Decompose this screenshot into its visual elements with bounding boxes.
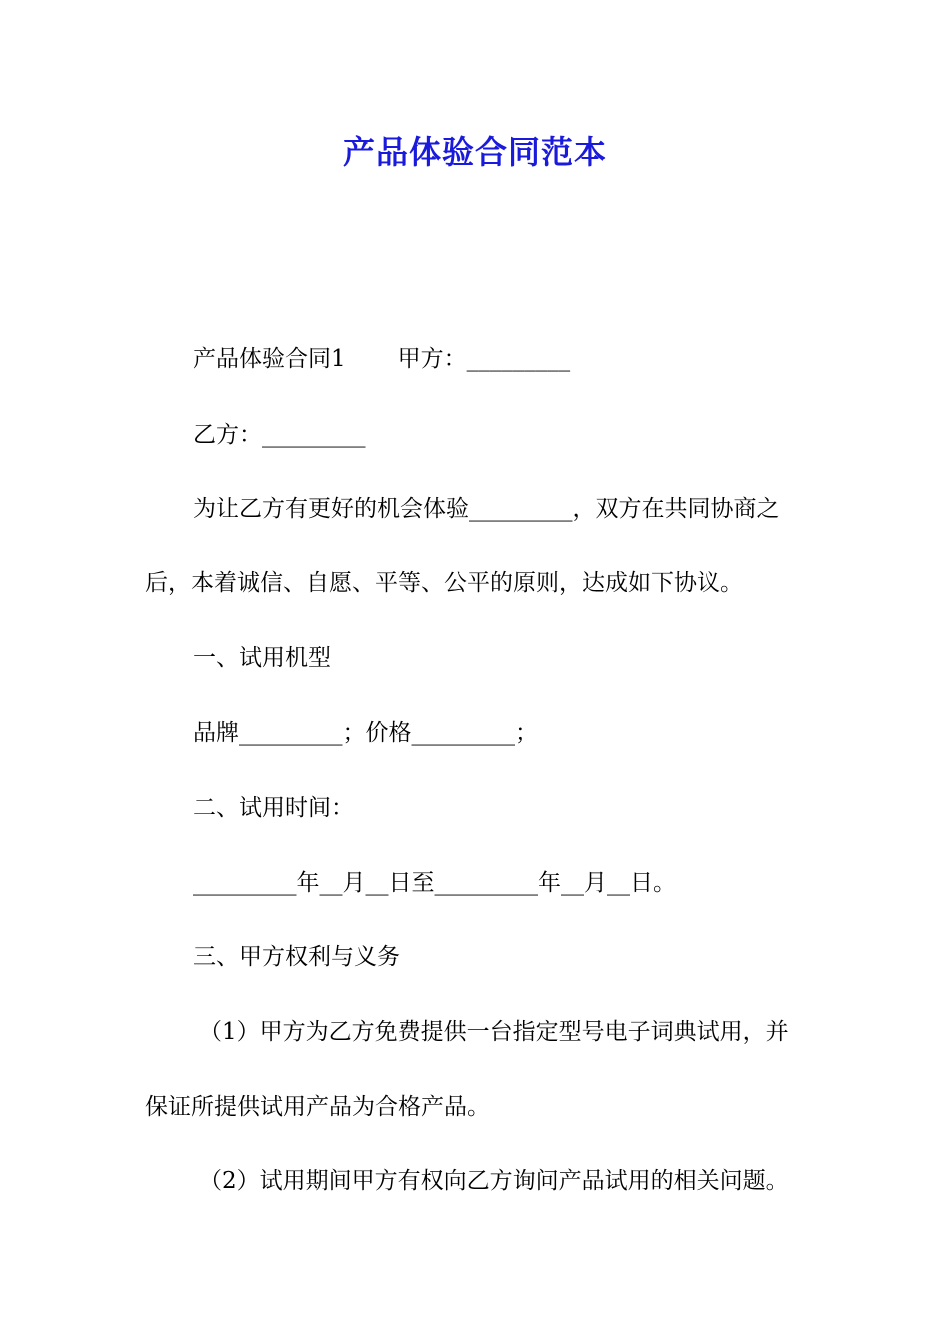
paragraph-line: 为让乙方有更好的机会体验_________，双方在共同协商之: [193, 496, 780, 522]
party-a-field: 甲方：_________: [397, 346, 571, 372]
contract-header-line: [145, 342, 858, 376]
section-heading: 二、试用时间：: [193, 795, 354, 821]
contract-number: 产品体验合同1: [193, 346, 346, 372]
document-title: 产品体验合同范本: [342, 133, 607, 171]
brand-price-line: 品牌_________；价格_________；: [193, 720, 538, 746]
section-heading: 三、甲方权利与义务: [193, 944, 400, 970]
trial-period-line: _________年__月__日至_________年__月__日。: [193, 870, 676, 896]
party-b-field: 乙方：_________: [193, 422, 366, 448]
section-heading: 一、试用机型: [193, 645, 331, 671]
paragraph-line: 后，本着诚信、自愿、平等、公平的原则，达成如下协议。: [145, 570, 743, 596]
paragraph-line: （1）甲方为乙方免费提供一台指定型号电子词典试用，并: [199, 1019, 789, 1045]
paragraph-line: 保证所提供试用产品为合格产品。: [145, 1094, 490, 1120]
paragraph-line: （2）试用期间甲方有权向乙方询问产品试用的相关问题。: [199, 1168, 789, 1194]
